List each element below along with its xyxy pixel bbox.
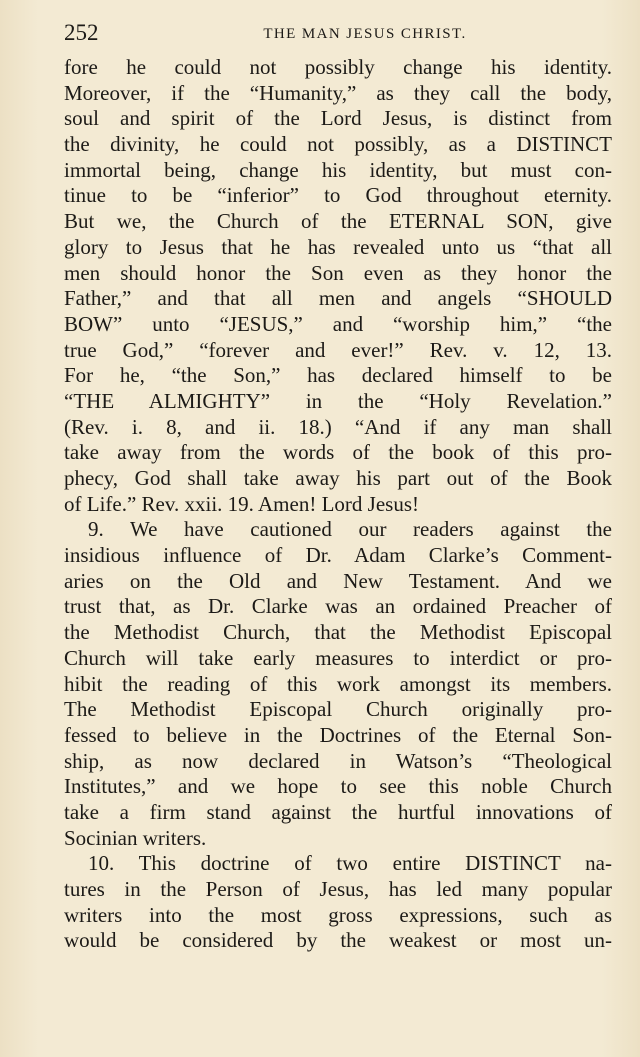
text-line: the divinity, he could not possibly, as a DISTINCT [64, 132, 612, 157]
text-line: writers into the most gross expressions, such as [64, 902, 612, 927]
text-line: Moreover, if the “Humanity,” as they call the body, [64, 80, 612, 105]
text-line: The Methodist Episcopal Church originally pro- [64, 697, 612, 722]
text-line: hibit the reading of this work amongst its members. [64, 671, 612, 696]
text-line: take away from the words of the book of this pro- [64, 440, 612, 465]
running-title: THE MAN JESUS CHRIST. [263, 26, 467, 42]
text-line: For he, “the Son,” has declared himself to be [64, 363, 612, 388]
text-line: trust that, as Dr. Clarke was an ordained Preacher of [64, 594, 612, 619]
text-line: glory to Jesus that he has revealed unto us “that all [64, 234, 612, 259]
text-line: immortal being, change his identity, but must con- [64, 157, 612, 182]
text-line: phecy, God shall take away his part out of the Book [64, 466, 612, 490]
text-line: Institutes,” and we hope to see this noble Church [64, 774, 612, 799]
text-line: take a firm stand against the hurtful innovations of [64, 799, 612, 824]
text-line: ship, as now declared in Watson’s “Theological [64, 748, 612, 773]
text-line: 10. This doctrine of two entire DISTINCT na- [88, 851, 612, 876]
page-header [64, 18, 612, 48]
text-line: the Methodist Church, that the Methodist Episcopal [64, 620, 612, 645]
text-line: fessed to believe in the Doctrines of the Eternal Son- [64, 722, 612, 747]
text-line: would be considered by the weakest or most un- [64, 928, 612, 953]
text-line: Church will take early measures to interdict or pro- [64, 645, 612, 670]
text-line: men should honor the Son even as they honor the [64, 260, 612, 285]
text-line: 9. We have cautioned our readers against the [88, 517, 612, 542]
text-line: true God,” “forever and ever!” Rev. v. 12, 13. [64, 337, 612, 362]
text-line: (Rev. i. 8, and ii. 18.) “And if any man shall [64, 414, 612, 439]
text-line: BOW” unto “JESUS,” and “worship him,” “the [64, 311, 612, 336]
text-line: Father,” and that all men and angels “SHOULD [64, 286, 612, 311]
page-number: 252 [64, 20, 99, 45]
text-line: tinue to be “inferior” to God throughout eternity. [64, 183, 612, 208]
text-line: of Life.” Rev. xxii. 19. Amen! Lord Jesus! [64, 491, 419, 516]
text-line: fore he could not possibly change his identity. [64, 55, 612, 79]
text-line: aries on the Old and New Testament. And we [64, 568, 612, 593]
text-line: tures in the Person of Jesus, has led many popular [64, 877, 612, 901]
body-text [64, 55, 612, 954]
text-line: Socinian writers. [64, 825, 207, 850]
text-line: But we, the Church of the ETERNAL SON, give [64, 209, 612, 234]
text-line: soul and spirit of the Lord Jesus, is distinct from [64, 106, 612, 131]
text-line: insidious influence of Dr. Adam Clarke’s Comment- [64, 543, 612, 568]
text-line: “THE ALMIGHTY” in the “Holy Revelation.” [64, 388, 612, 413]
